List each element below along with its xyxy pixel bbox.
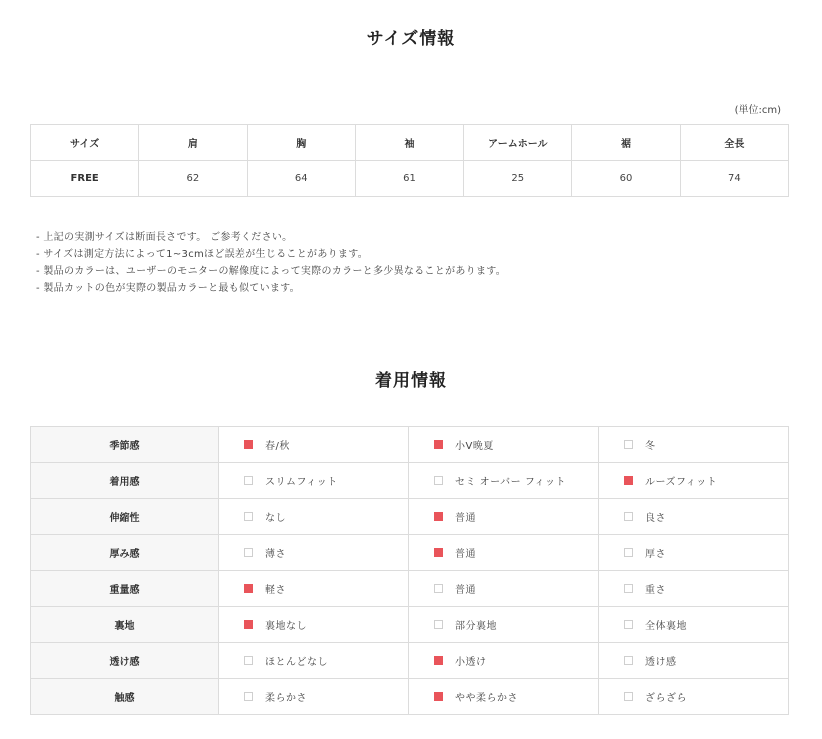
wear-row [31, 535, 789, 571]
size-value-cell: 62 [139, 161, 247, 197]
wear-category-label: 着用感 [31, 463, 219, 499]
checked-square-icon [244, 440, 253, 449]
checked-square-icon [244, 584, 253, 593]
wear-option-label: 薄さ [265, 549, 286, 560]
size-header-cell: 肩 [139, 125, 247, 161]
wear-option [599, 535, 789, 571]
unchecked-square-icon [624, 584, 633, 593]
wear-row [31, 427, 789, 463]
wear-row [31, 643, 789, 679]
unchecked-square-icon [434, 620, 443, 629]
wear-option [219, 427, 409, 463]
unchecked-square-icon [244, 656, 253, 665]
unchecked-square-icon [624, 656, 633, 665]
wear-option [219, 607, 409, 643]
checked-square-icon [624, 476, 633, 485]
wear-option-label: 良さ [645, 513, 666, 524]
unchecked-square-icon [244, 692, 253, 701]
wear-option-label: 重さ [645, 585, 666, 596]
unchecked-square-icon [624, 440, 633, 449]
checked-square-icon [434, 512, 443, 521]
wear-option-label: 柔らかさ [265, 693, 307, 704]
wear-option [599, 643, 789, 679]
note-line: - 製品カットの色が実際の製品カラーと最も似ています。 [36, 283, 300, 294]
wear-option-label: 冬 [645, 441, 656, 452]
wear-info-table [30, 426, 789, 715]
unchecked-square-icon [624, 548, 633, 557]
size-info-title: サイズ情報 [366, 29, 456, 49]
wear-option [599, 679, 789, 715]
wear-option-label: やや柔らかさ [455, 693, 518, 704]
size-header-cell: 裾 [572, 125, 680, 161]
wear-option-label: 部分裏地 [455, 621, 497, 632]
size-table-header-row [31, 125, 789, 161]
unchecked-square-icon [244, 476, 253, 485]
wear-option-label: 普通 [455, 549, 476, 560]
wear-option-label: 小V晩夏 [455, 441, 494, 452]
wear-option-label: 小透け [455, 657, 487, 668]
wear-option [219, 535, 409, 571]
wear-option [409, 571, 599, 607]
size-table [30, 124, 789, 197]
wear-option-label: 普通 [455, 513, 476, 524]
wear-option [599, 571, 789, 607]
wear-option-label: 厚さ [645, 549, 666, 560]
wear-option-label: ざらざら [645, 693, 687, 704]
checked-square-icon [434, 548, 443, 557]
size-value-cell: 61 [355, 161, 463, 197]
size-label-cell: FREE [31, 161, 139, 197]
size-value-cell: 25 [464, 161, 572, 197]
size-value-cell: 64 [247, 161, 355, 197]
wear-row [31, 607, 789, 643]
unchecked-square-icon [624, 620, 633, 629]
note-line: - 製品のカラーは、ユーザーのモニターの解像度によって実際のカラーと多少異なることがあります。 [36, 266, 507, 277]
wear-option-label: 透け感 [645, 657, 677, 668]
checked-square-icon [434, 440, 443, 449]
wear-row [31, 571, 789, 607]
wear-row [31, 499, 789, 535]
wear-row [31, 463, 789, 499]
wear-option [409, 427, 599, 463]
checked-square-icon [244, 620, 253, 629]
wear-category-label: 季節感 [31, 427, 219, 463]
size-table-row [31, 161, 789, 197]
unchecked-square-icon [434, 476, 443, 485]
size-header-cell: サイズ [31, 125, 139, 161]
checked-square-icon [434, 692, 443, 701]
wear-option [219, 571, 409, 607]
wear-option [599, 427, 789, 463]
wear-option [219, 679, 409, 715]
wear-option [409, 607, 599, 643]
unchecked-square-icon [434, 584, 443, 593]
wear-option [409, 643, 599, 679]
wear-option [409, 463, 599, 499]
wear-option-label: なし [265, 513, 286, 524]
wear-category-label: 伸縮性 [31, 499, 219, 535]
wear-option-label: ルーズフィット [645, 477, 718, 488]
wear-option-label: 普通 [455, 585, 476, 596]
unchecked-square-icon [624, 692, 633, 701]
wear-option [219, 643, 409, 679]
size-header-cell: 胸 [247, 125, 355, 161]
wear-row [31, 679, 789, 715]
size-header-cell: 袖 [355, 125, 463, 161]
wear-category-label: 重量感 [31, 571, 219, 607]
wear-option [409, 535, 599, 571]
checked-square-icon [434, 656, 443, 665]
wear-option-label: スリムフィット [265, 477, 338, 488]
wear-option [599, 607, 789, 643]
note-line: - 上記の実測サイズは断面長さです。 ご参考ください。 [36, 232, 293, 243]
wear-category-label: 厚み感 [31, 535, 219, 571]
wear-category-label: 透け感 [31, 643, 219, 679]
wear-category-label: 裏地 [31, 607, 219, 643]
wear-option [219, 499, 409, 535]
size-header-cell: アームホール [464, 125, 572, 161]
unchecked-square-icon [244, 512, 253, 521]
size-header-cell: 全長 [680, 125, 788, 161]
wear-option [409, 679, 599, 715]
wear-option-label: 春/秋 [265, 441, 290, 452]
wear-option [219, 463, 409, 499]
wear-option [599, 499, 789, 535]
wear-option [409, 499, 599, 535]
wear-option-label: 軽さ [265, 585, 286, 596]
size-value-cell: 74 [680, 161, 788, 197]
size-notes [36, 229, 506, 297]
wear-option-label: セミ オーバー フィット [455, 477, 567, 488]
wear-option-label: 裏地なし [265, 621, 307, 632]
note-line: - サイズは測定方法によって1~3cmほど誤差が生じることがあります。 [36, 249, 369, 260]
unchecked-square-icon [624, 512, 633, 521]
unit-label: (単位:cm) [734, 105, 781, 116]
wear-category-label: 触感 [31, 679, 219, 715]
unchecked-square-icon [244, 548, 253, 557]
wear-info-title: 着用情報 [375, 371, 447, 391]
size-value-cell: 60 [572, 161, 680, 197]
wear-option [599, 463, 789, 499]
wear-option-label: 全体裏地 [645, 621, 687, 632]
wear-option-label: ほとんどなし [265, 657, 328, 668]
